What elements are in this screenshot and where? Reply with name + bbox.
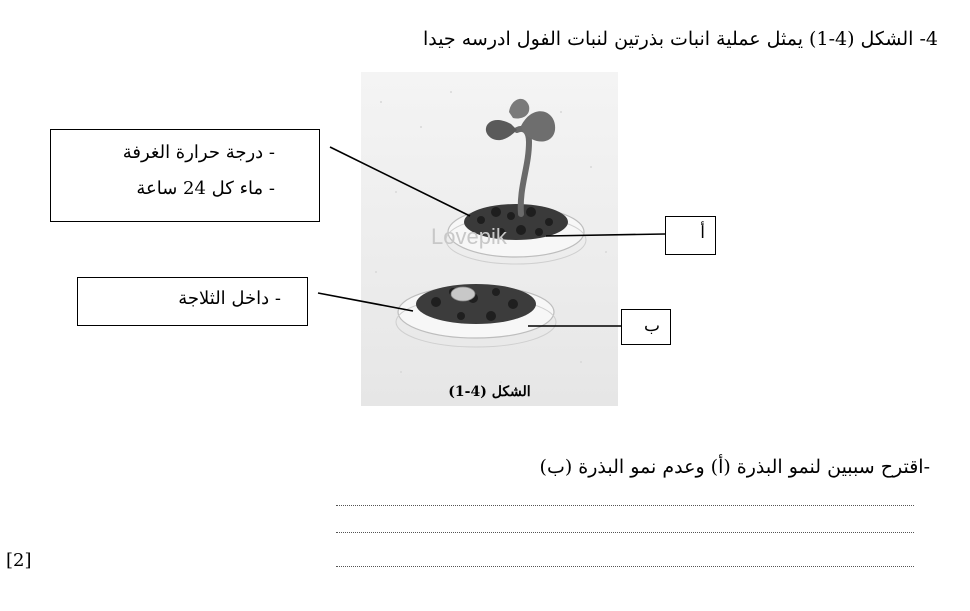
label-box-a bbox=[665, 216, 716, 255]
figure-caption: الشكل (4-1) bbox=[448, 384, 531, 400]
condition-refrigerator: - داخل الثلاجة bbox=[178, 288, 281, 309]
label-b: ب bbox=[643, 316, 660, 336]
germination-illustration bbox=[361, 72, 618, 406]
marks-label: [2] bbox=[6, 550, 32, 571]
question-prompt: -اقترح سببين لنمو البذرة (أ) وعدم نمو البذرة (ب) bbox=[539, 456, 930, 478]
label-a: أ bbox=[700, 223, 705, 243]
conditions-box-b bbox=[77, 277, 308, 326]
condition-room-temperature: - درجة حرارة الغرفة bbox=[122, 142, 275, 163]
answer-line[interactable] bbox=[336, 566, 914, 567]
question-title: 4- الشكل (4-1) يمثل عملية انبات بذرتين لنبات الفول ادرسه جيدا bbox=[422, 28, 938, 50]
answer-line[interactable] bbox=[336, 532, 914, 533]
conditions-box-a bbox=[50, 129, 320, 222]
answer-line[interactable] bbox=[336, 505, 914, 506]
germination-photo bbox=[361, 72, 618, 406]
watermark-text: Lovepik bbox=[431, 224, 507, 249]
condition-water-daily: - ماء كل 24 ساعة bbox=[136, 178, 275, 199]
label-box-b bbox=[621, 309, 671, 345]
